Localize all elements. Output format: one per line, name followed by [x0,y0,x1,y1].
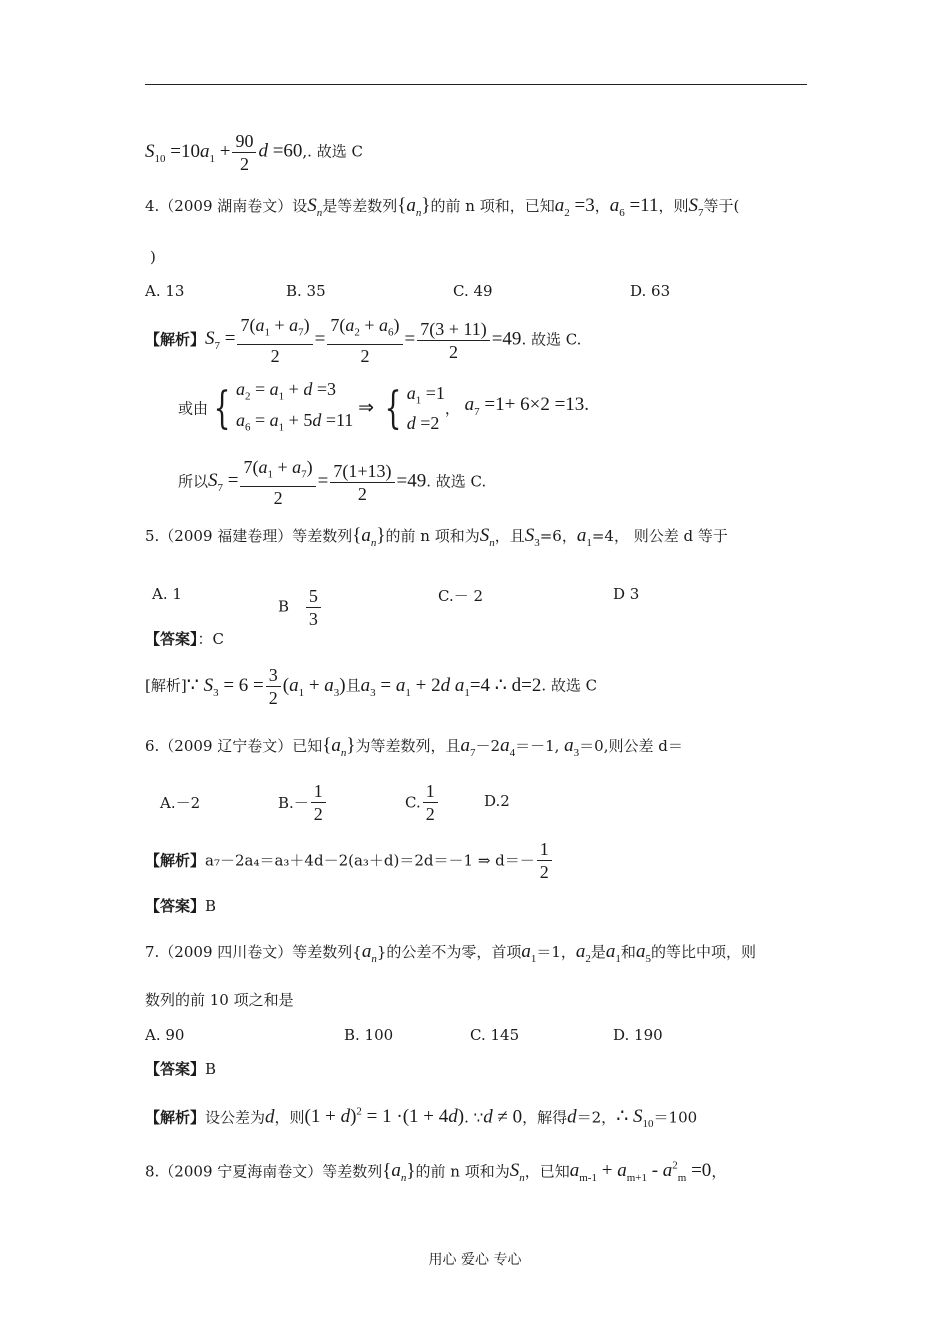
q7-analysis: 【解析】设公差为d，则$(1 + d)^2 = 1 \cdot(1 + 4d)$. ∵d ≠ 0，解得d＝2，∴ $S_{10}=100$ [145,1106,698,1131]
q7-option-a: A. 90 [145,1026,185,1044]
q4-analysis: 【解析】$S_7$ = $\frac{7(a_1 + a_7)}{2}$ = $\frac{7(a_2 + a_6)}{2}$ = $\frac{7(3 + 11)}{2}$ =49. 故选 C. [145,315,582,366]
page-footer: 用心 爱心 专心 [428,1252,522,1268]
q3-tail-line: $S_{10} =10a_1$ + $\frac{90}{2}$ d =60,. 故选 C [145,131,363,174]
q6-option-d: D.2 [484,792,510,810]
q5-option-d: D 3 [613,585,640,603]
q7-stem: 7.（2009 四川卷文）等差数列$\{a_n\}$的公差不为零，首项$a_1=1$，$a_2$是$a_1$和$a_5$的等比中项，则 [145,941,756,965]
q4-so-line: 所以$S_7$ = $\frac{7(a_1 + a_7)}{2}$ = $\frac{7(1+13)}{2}$ =49. 故选 C. [178,457,487,508]
q6-answer: 【答案】B [145,897,217,915]
q7-option-b: B. 100 [344,1026,394,1044]
q6-stem: 6.（2009 辽宁卷文）已知$\{a_n\}$为等差数列，且$a_7-2a_4=-1$, $a_3=0$,则公差 d＝ [145,735,683,759]
q4-option-b: B. 35 [286,282,326,300]
q5-answer: 【答案】：C [145,630,224,648]
q5-analysis: [解析]∵ $S_3 = 6$ = $\frac{3}{2}$ $(a_1 + a_3)$且$a_3 = a_1 + 2d$ $a_1=4$ ∴ d=2. 故选 C [145,665,598,708]
q5-option-a: A. 1 [152,585,182,603]
q6-option-c: C. $\frac{1}{2}$ [405,780,440,825]
q5-option-c: C.－ 2 [438,587,484,605]
q7-stem-cont: 数列的前 10 项之和是 [145,991,294,1009]
q8-stem: 8.（2009 宁夏海南卷文）等差数列$\{a_n\}$的前 n 项和为$S_n$，已知$a_{m-1} + a_{m+1} - a^2_m =0$， [145,1160,727,1185]
q7-answer: 【答案】B [145,1060,217,1078]
q4-stem-close: ) [150,248,156,266]
q4-option-c: C. 49 [453,282,493,300]
conclusion-text: ,. 故选 C [302,142,363,161]
header-rule [145,84,807,85]
q4-stem: 4.（2009 湖南卷文）设$S_n$是等差数列$\{a_n\}$的前 n 项和，已知$a_2 =3$，$a_6 =11$，则$S_7$等于( [145,195,740,219]
q4-option-a: A. 13 [145,282,185,300]
q5-option-b: B $\frac{5}{3}$ [278,585,323,630]
q5-stem: 5.（2009 福建卷理）等差数列$\{a_n\}$的前 n 项和为$S_n$，且$S_3=6$，$a_1=4$， 则公差 d 等于 [145,525,728,549]
q4-option-d: D. 63 [630,282,671,300]
q6-option-a: A.－2 [160,794,201,812]
q4-alt-analysis: 或由 { $a_2 = a_1 + d =3$ $a_6 = a_1 + 5d =11$ ⇒ { $a_1 =1$ d =2 ， $a_7 =1+ 6\times 2 =13$. [178,379,590,434]
q6-option-b: B.－ $\frac{1}{2}$ [278,780,328,825]
q7-option-c: C. 145 [470,1026,520,1044]
q6-analysis: 【解析】a₇－2a₄＝a₃＋4d－2(a₃＋d)＝2d＝－1 ⇒ d＝－ $\frac{1}{2}$ [145,838,554,883]
q7-option-d: D. 190 [613,1026,663,1044]
